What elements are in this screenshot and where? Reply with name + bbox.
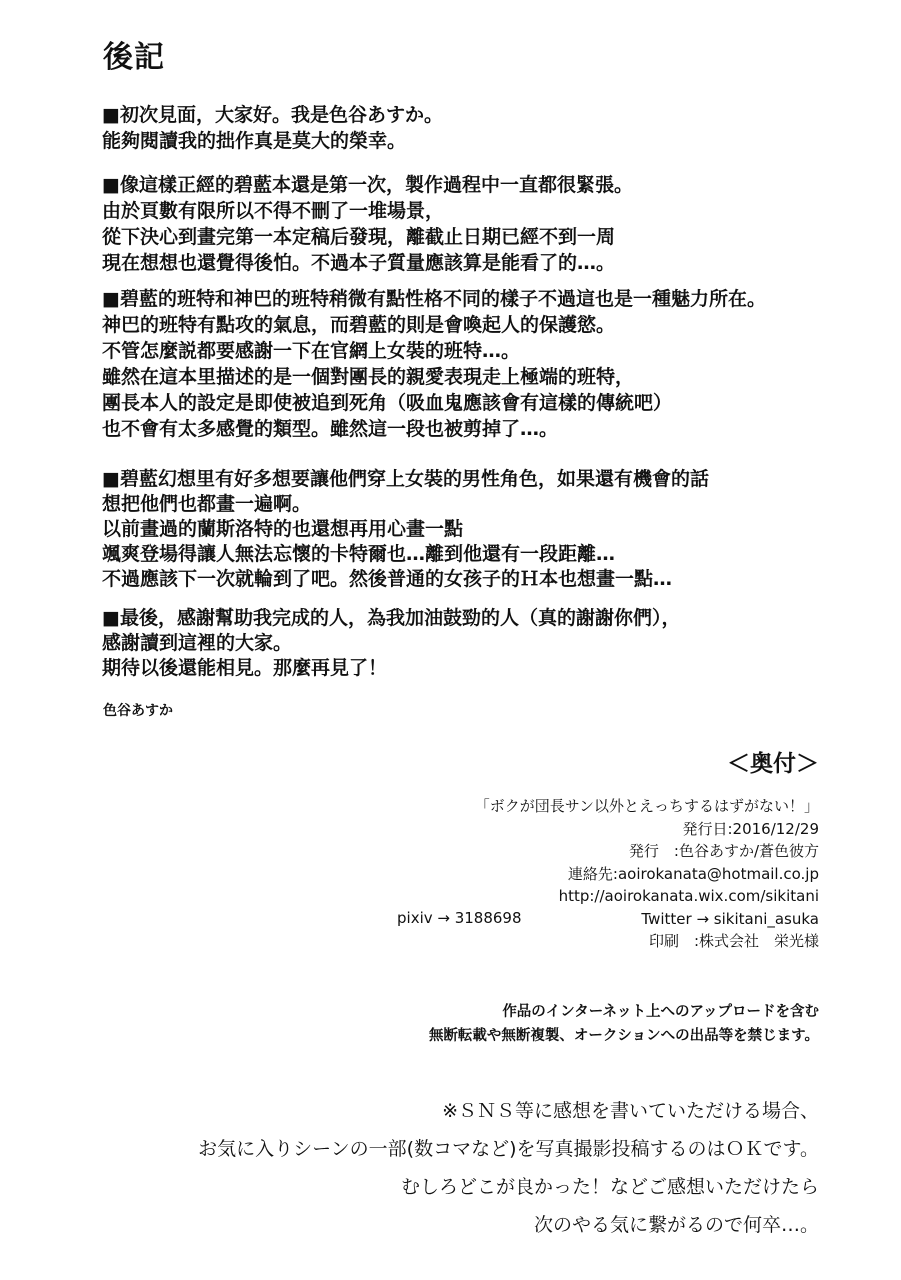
paragraph-thanks xyxy=(102,606,680,681)
paragraph-greeting xyxy=(102,102,443,154)
contact-email: 連絡先:aoirokanata@hotmail.co.jp xyxy=(567,864,819,883)
text-line: ■初次見面，大家好。我是色谷あすか。 xyxy=(102,104,443,126)
colophon-heading: ＜奥付＞ xyxy=(727,751,819,777)
twitter-handle: Twitter → sikitani_asuka xyxy=(641,909,819,928)
paragraph-character xyxy=(102,286,766,442)
page-title: 後記 xyxy=(103,40,165,75)
website-url: http://aoirokanata.wix.com/sikitani xyxy=(558,887,819,905)
text-line: 從下決心到畫完第一本定稿后發現，離截止日期已經不到一周 xyxy=(102,226,616,248)
text-line: 由於頁數有限所以不得不刪了一堆場景， xyxy=(102,200,445,222)
text-line: 雖然在這本里描述的是一個對團長的親愛表現走上極端的班特， xyxy=(102,366,635,388)
text-line: ■最後，感謝幫助我完成的人，為我加油鼓勁的人（真的謝謝你們）， xyxy=(102,607,681,629)
text-line: 以前畫過的蘭斯洛特的也還想再用心畫一點 xyxy=(102,518,464,540)
sns-line: むしろどこが良かった！などご感想いただけたら xyxy=(400,1176,819,1198)
text-line: 想把他們也都畫一遍啊。 xyxy=(102,493,312,515)
publisher: 発行 :色谷あすか/蒼色彼方 xyxy=(628,842,819,860)
paragraph-future xyxy=(102,467,709,592)
colophon xyxy=(475,795,819,953)
notice-line: 作品のインターネット上へのアップロードを含む xyxy=(502,1004,819,1020)
text-line: ■碧藍幻想里有好多想要讓他們穿上女裝的男性角色，如果還有機會的話 xyxy=(102,468,709,490)
sns-line: 次のやる気に繋がるので何卒…。 xyxy=(533,1214,819,1236)
text-line: 感謝讀到這裡的大家。 xyxy=(102,632,293,654)
text-line: 現在想想也還覺得後怕。不過本子質量應該算是能看了的…。 xyxy=(102,252,616,274)
text-line: 能夠閱讀我的拙作真是莫大的榮幸。 xyxy=(102,130,407,152)
text-line: 期待以後還能相見。那麼再見了！ xyxy=(102,657,388,679)
text-line: ■像這樣正經的碧藍本還是第一次，製作過程中一直都很緊張。 xyxy=(102,174,633,196)
pixiv-id: pixiv → 3188698 xyxy=(397,909,522,927)
text-line: 颯爽登場得讓人無法忘懷的卡特爾也…離到他還有一段距離… xyxy=(102,543,616,565)
sns-line: お気に入りシーンの一部(数コマなど)を写真撮影投稿するのはＯＫです。 xyxy=(198,1138,819,1160)
text-line: 團長本人的設定是即使被追到死角（吸血鬼應該會有這樣的傳統吧） xyxy=(102,392,673,414)
notice-line: 無断転載や無断複製、オークションへの出品等を禁じます。 xyxy=(428,1028,819,1044)
paragraph-production xyxy=(102,172,633,276)
text-line: 不過應該下一次就輪到了吧。然後普通的女孩子的Ｈ本也想畫一點… xyxy=(102,568,673,590)
text-line: 神巴的班特有點攻的氣息，而碧藍的則是會喚起人的保護慾。 xyxy=(102,314,616,336)
signature: 色谷あすか xyxy=(103,703,173,719)
book-title: 「ボクが団長サン以外とえっちするはずがない！」 xyxy=(474,797,819,815)
text-line: 不管怎麼説都要感謝一下在官網上女裝的班特…。 xyxy=(102,340,521,362)
text-line: ■碧藍的班特和神巴的班特稍微有點性格不同的樣子不過這也是一種魅力所在。 xyxy=(102,288,766,310)
sns-note xyxy=(198,1092,819,1244)
sns-line: ※ＳＮＳ等に感想を書いていただける場合、 xyxy=(442,1100,819,1122)
text-line: 也不會有太多感覺的類型。雖然這一段也被剪掉了…。 xyxy=(102,418,559,440)
publish-date: 発行日:2016/12/29 xyxy=(682,819,819,838)
copyright-notice xyxy=(429,1000,819,1048)
printer: 印刷 :株式会社 栄光様 xyxy=(648,932,819,950)
